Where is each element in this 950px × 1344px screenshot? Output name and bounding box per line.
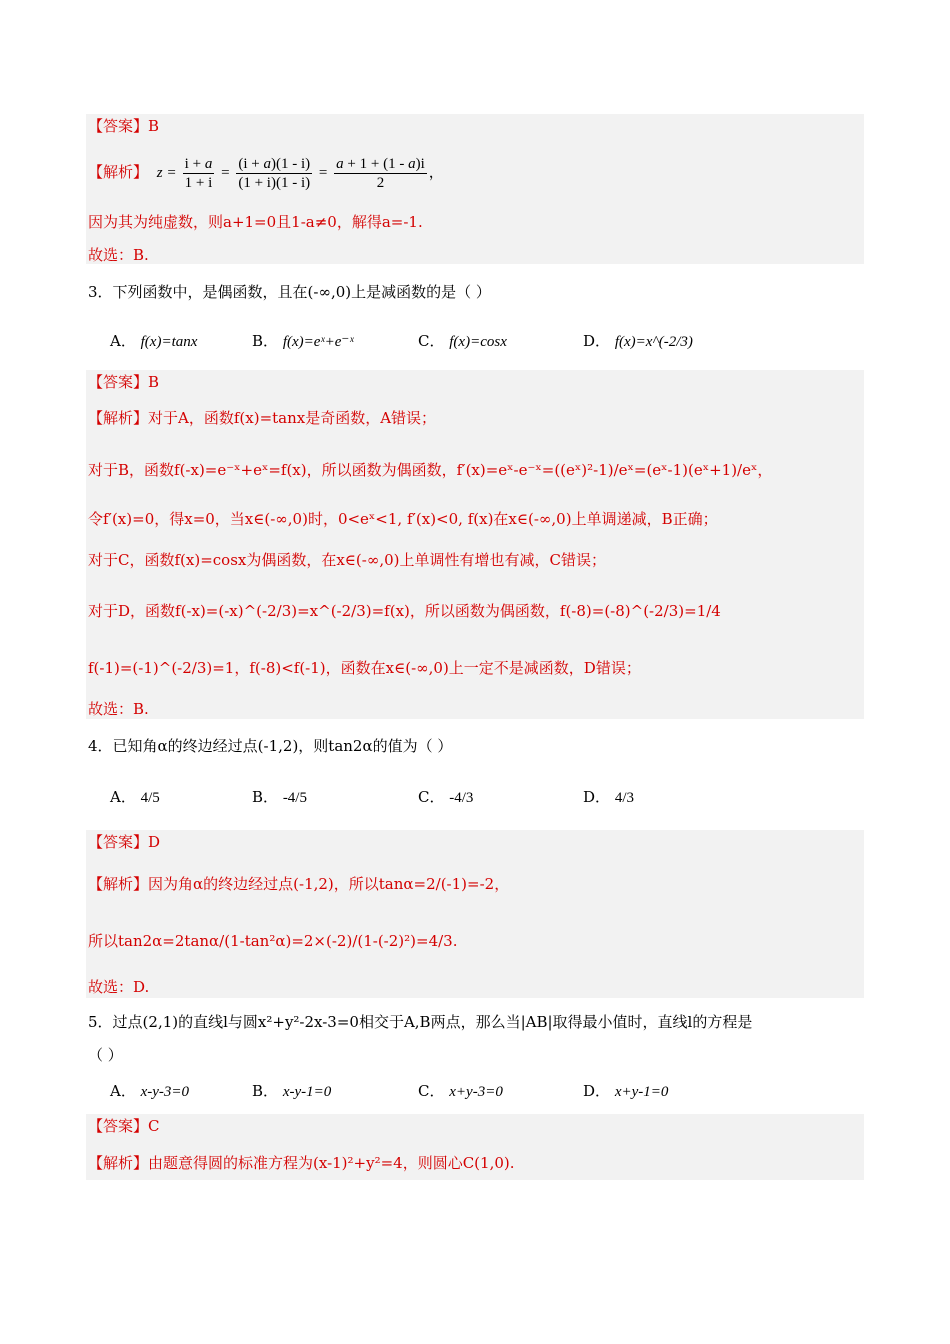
q3-analysis-b2: 令f′(x)=0，得x=0，当x∈(-∞,0)时，0<eˣ<1, f′(x)<0, f(x)在x∈(-∞,0)上单调递减，B正确； — [88, 510, 718, 528]
q3-analysis-c: 对于C，函数f(x)=cosx为偶函数，在x∈(-∞,0)上单调性有增也有减，C错误； — [88, 551, 606, 569]
q4-option-a-text: 4/5 — [140, 790, 160, 806]
q2-choose: 故选：B. — [88, 246, 149, 264]
q3-answer-value: B — [148, 373, 160, 391]
q3-option-d[interactable]: D． f(x)=x^(-2/3) — [583, 332, 693, 350]
q5-option-a-text: x-y-3=0 — [140, 1084, 190, 1100]
q3-option-b[interactable]: B． f(x)=eˣ+e⁻ˣ — [252, 332, 354, 350]
q5-stem-1: 5．过点(2,1)的直线l与圆x²+y²-2x-3=0相交于A,B两点，那么当|AB|取得最小值时，直线l的方程是 — [88, 1013, 753, 1031]
q3-choose: 故选：B. — [88, 700, 149, 718]
q4-analysis-2: 所以tan2α=2tanα/(1-tan²α)=2×(-2)/(1-(-2)²)=4/3. — [88, 932, 458, 950]
q3-option-c-text: f(x)=cosx — [449, 334, 507, 350]
q4-option-d-text: 4/3 — [614, 790, 634, 806]
q4-option-a[interactable]: A． 4/5 — [110, 788, 160, 806]
q5-option-c-text: x+y-3=0 — [449, 1084, 503, 1100]
q3-analysis-d1: 对于D，函数f(-x)=(-x)^(-2/3)=x^(-2/3)=f(x)，所以函数为偶函数，f(-8)=(-8)^(-2/3)=1/4 — [88, 602, 721, 620]
q4-option-c[interactable]: C． -4/3 — [418, 788, 474, 806]
q3-answer: 【答案】B — [88, 373, 160, 391]
q3-analysis-b1: 对于B，函数f(-x)=e⁻ˣ+eˣ=f(x)，所以函数为偶函数，f′(x)=eˣ-e⁻ˣ=((eˣ)²-1)/eˣ=(eˣ-1)(eˣ+1)/eˣ， — [88, 461, 773, 479]
q3-analysis-d2: f(-1)=(-1)^(-2/3)=1，f(-8)<f(-1)，函数在x∈(-∞,0)上一定不是减函数，D错误； — [88, 659, 641, 677]
q5-option-c[interactable]: C． x+y-3=0 — [418, 1082, 503, 1100]
q2-answer-tag: 【答案】 — [88, 117, 149, 135]
q3-stem: 3．下列函数中，是偶函数，且在(-∞,0)上是减函数的是（ ） — [88, 283, 491, 301]
q2-answer — [88, 115, 159, 137]
q5-answer: 【答案】C — [88, 1117, 160, 1135]
q5-option-d[interactable]: D． x+y-1=0 — [583, 1082, 669, 1100]
q4-answer-box — [86, 830, 864, 998]
q5-option-a[interactable]: A． x-y-3=0 — [110, 1082, 190, 1100]
q4-choose: 故选：D. — [88, 978, 150, 996]
q2-answer-value: B — [148, 117, 160, 135]
q4-option-b-text: -4/5 — [282, 790, 307, 806]
q5-answer-value: C — [148, 1117, 160, 1135]
q4-option-d[interactable]: D． 4/3 — [583, 788, 634, 806]
q5-option-b[interactable]: B． x-y-1=0 — [252, 1082, 332, 1100]
q3-option-d-text: f(x)=x^(-2/3) — [614, 334, 693, 350]
q2-analysis-tag: 【解析】 — [88, 163, 149, 181]
q2-condition: 因为其为纯虚数，则a+1=0且1-a≠0，解得a=-1. — [88, 213, 423, 231]
q2-analysis: 【解析】 z = $\frac{i + a}{1 + i}$ = $\frac{(i + a)(1 - i)}{(1 + i)(1 - i)}$ = $\frac{a + 1 + (1 - a)i}{2}$ ， — [88, 155, 444, 191]
q4-stem: 4．已知角α的终边经过点(-1,2)，则tan2α的值为（ ） — [88, 737, 453, 755]
q4-option-c-text: -4/3 — [449, 790, 474, 806]
q4-analysis-1: 【解析】因为角α的终边经过点(-1,2)，所以tanα=2/(-1)=-2， — [88, 875, 510, 893]
q3-option-a[interactable]: A． f(x)=tanx — [110, 332, 198, 350]
q4-option-b[interactable]: B． -4/5 — [252, 788, 307, 806]
q5-analysis-1: 【解析】由题意得圆的标准方程为(x-1)²+y²=4，则圆心C(1,0). — [88, 1154, 515, 1172]
q5-option-b-text: x-y-1=0 — [282, 1084, 332, 1100]
q3-option-a-text: f(x)=tanx — [140, 334, 198, 350]
q3-option-c[interactable]: C． f(x)=cosx — [418, 332, 507, 350]
q3-option-b-text: f(x)=eˣ+e⁻ˣ — [282, 334, 354, 350]
q4-answer-value: D — [148, 833, 161, 851]
q5-option-d-text: x+y-1=0 — [614, 1084, 669, 1100]
q3-analysis-a: 【解析】对于A，函数f(x)=tanx是奇函数，A错误； — [88, 409, 437, 427]
q4-answer: 【答案】D — [88, 833, 161, 851]
q5-stem-2: （ ） — [88, 1046, 123, 1064]
